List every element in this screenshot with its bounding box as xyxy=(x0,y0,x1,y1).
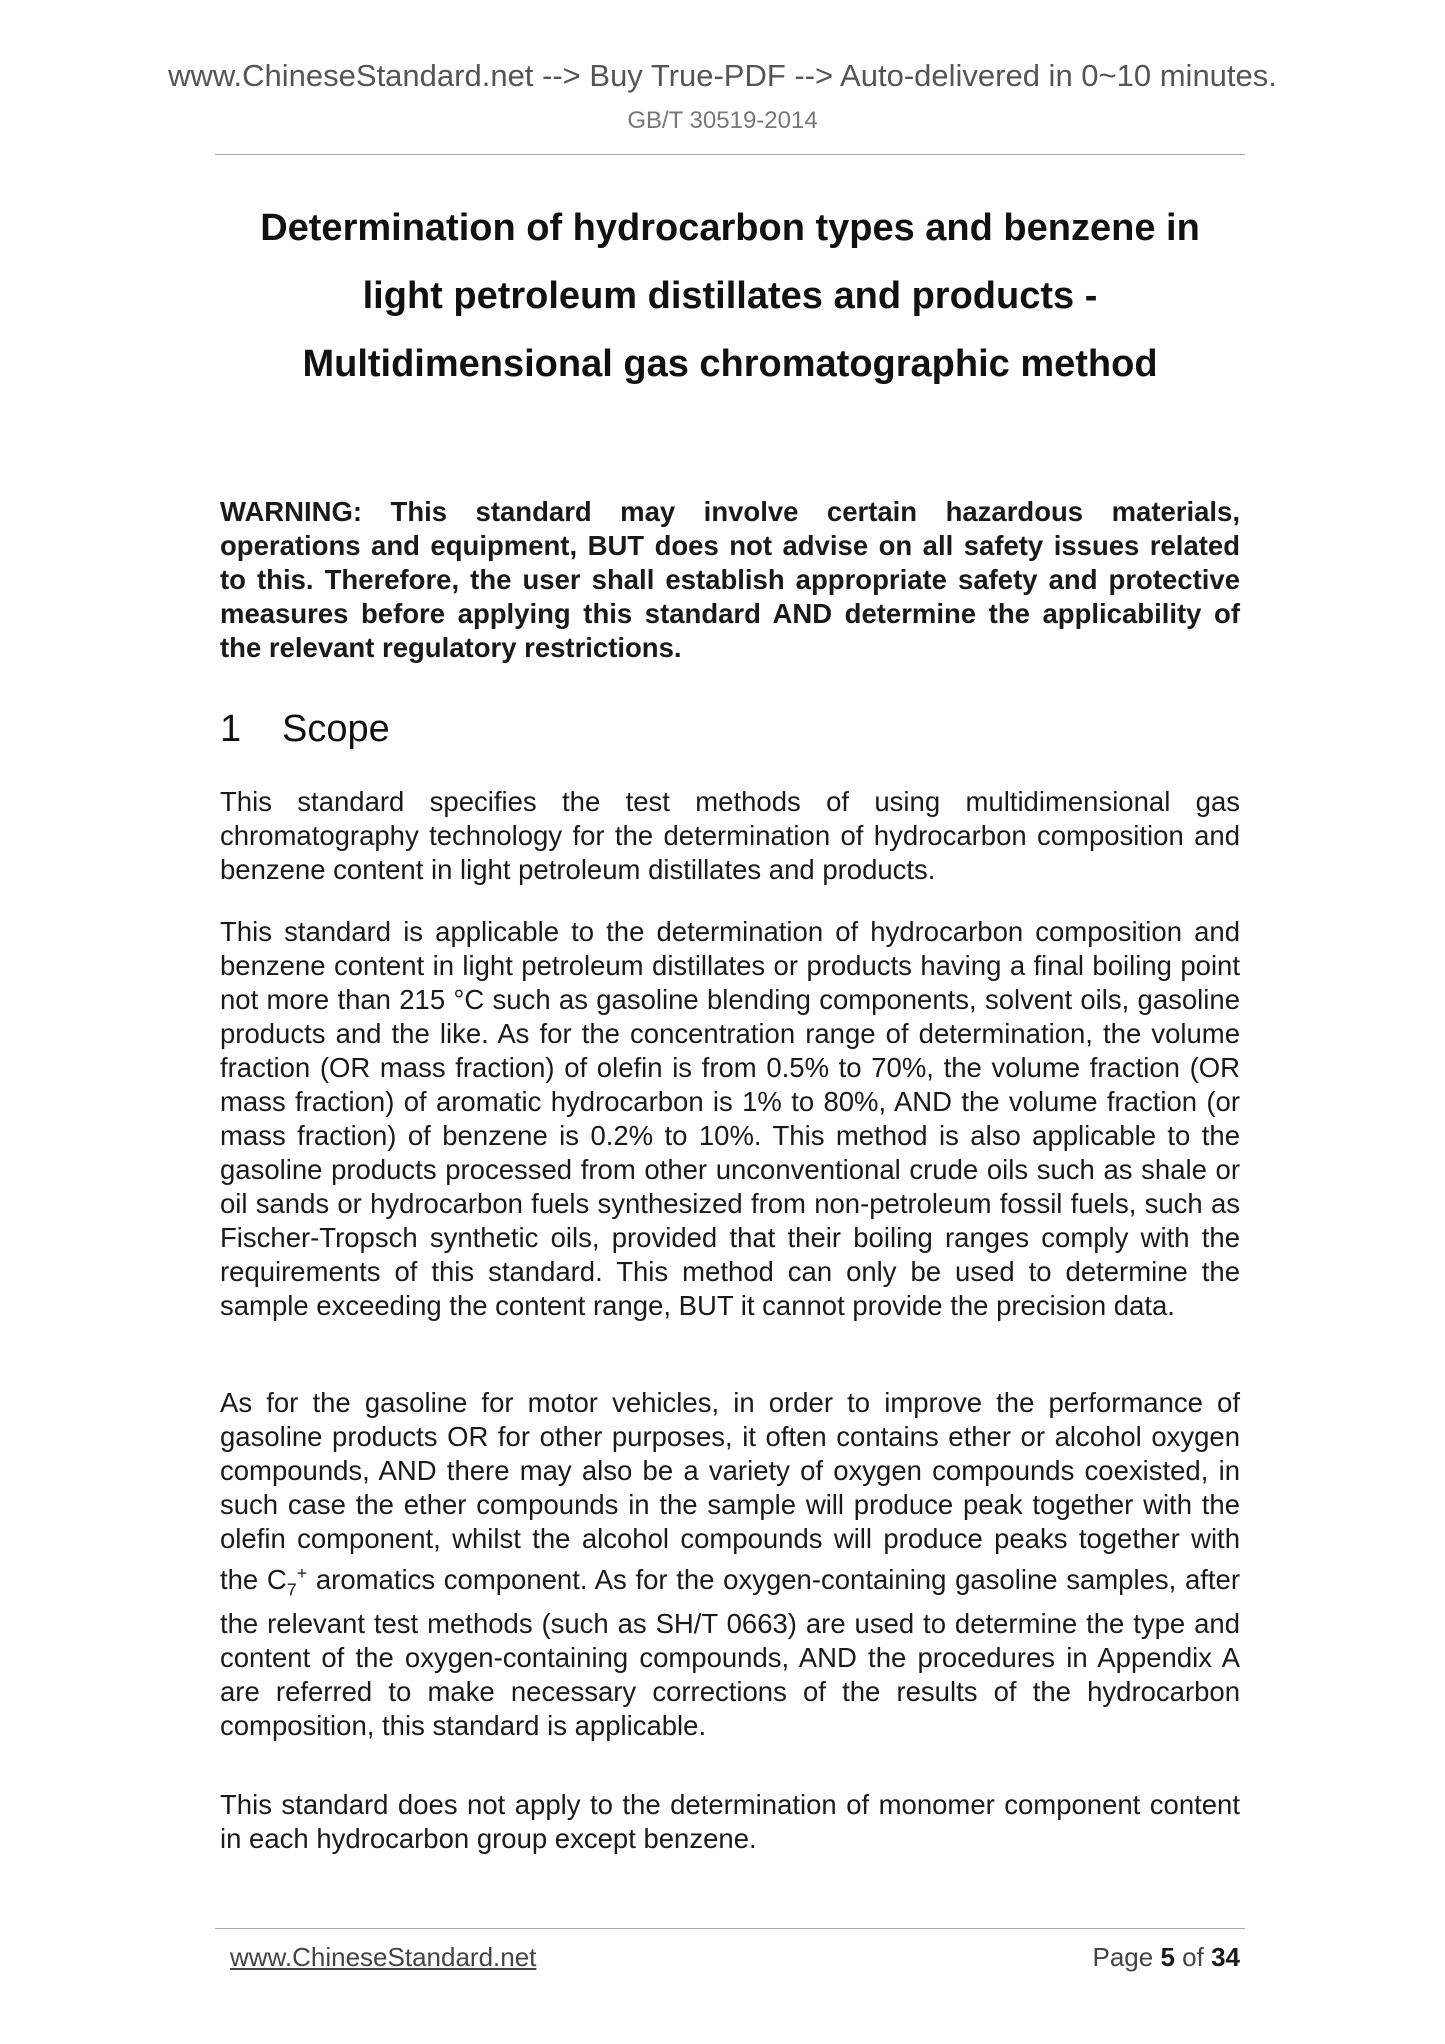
scope-paragraph-1: This standard specifies the test methods of using multidimensional gas chromatography technology for the determination of hydrocarbon composition and benzene content in light petroleum distillates and products. xyxy=(220,786,1240,885)
p3-subscript: 7 xyxy=(286,1579,297,1600)
page-of: of xyxy=(1182,1942,1204,1972)
header-divider xyxy=(215,154,1245,155)
header-standard-id: GB/T 30519-2014 xyxy=(627,107,818,134)
title-line-2: light petroleum distillates and products - xyxy=(362,275,1098,317)
page-prefix: Page xyxy=(1092,1942,1154,1972)
title-line-3: Multidimensional gas chromatographic method xyxy=(302,343,1158,385)
document-title xyxy=(215,194,1245,398)
title-line-1: Determination of hydrocarbon types and benzene in xyxy=(260,207,1200,249)
warning-paragraph: WARNING: This standard may involve certain hazardous materials, operations and equipment, BUT does not advise on all safety issues related to this. Therefore, the user shall establish appropriate safety and protective measures before applying this standard AND determine the applicability of the relevant regulatory restrictions. xyxy=(220,496,1240,663)
section-title: Scope xyxy=(282,708,390,750)
p3-superscript: + xyxy=(296,1563,308,1583)
section-heading xyxy=(220,707,390,751)
p3-text-after: aromatics component. As for the oxygen-containing gasoline samples, after the relevant test methods (such as SH/T 0663) are used to determine the type and content of the oxygen-containing compounds, AND the procedures in Appendix A are referred to make necessary corrections of the results of the hydrocarbon composition, this standard is applicable. xyxy=(220,1564,1240,1741)
footer-website-link[interactable]: www.ChineseStandard.net xyxy=(230,1942,537,1972)
footer-divider xyxy=(215,1928,1245,1929)
scope-paragraph-3 xyxy=(220,1386,1240,1743)
header-promo: www.ChineseStandard.net --> Buy True-PDF --> Auto-delivered in 0~10 minutes. xyxy=(168,58,1277,93)
p3-text-before: As for the gasoline for motor vehicles, in order to improve the performance of gasoline products OR for other purposes, it often contains ether or alcohol oxygen compounds, AND there may also be a variety of oxygen compounds coexisted, in such case the ether compounds in the sample will produce peak together with the olefin component, whilst the alcohol compounds will produce peaks together with the C xyxy=(220,1387,1240,1596)
page-current: 5 xyxy=(1160,1942,1175,1972)
page-number xyxy=(1092,1942,1240,1973)
scope-paragraph-4: This standard does not apply to the determination of monomer component content in each hydrocarbon group except benzene. xyxy=(220,1789,1240,1854)
page-total: 34 xyxy=(1211,1942,1240,1972)
section-number: 1 xyxy=(220,708,242,750)
scope-paragraph-2: This standard is applicable to the determination of hydrocarbon composition and benzene content in light petroleum distillates or products having a final boiling point not more than 215 °C such as gasoline blending components, solvent oils, gasoline products and the like. As for the concentration range of determination, the volume fraction (OR mass fraction) of olefin is from 0.5% to 70%, the volume fraction (OR mass fraction) of aromatic hydrocarbon is 1% to 80%, AND the volume fraction (or mass fraction) of benzene is 0.2% to 10%. This method is also applicable to the gasoline products processed from other unconventional crude oils such as shale or oil sands or hydrocarbon fuels synthesized from non-petroleum fossil fuels, such as Fischer-Tropsch synthetic oils, provided that their boiling ranges comply with the requirements of this standard. This method can only be used to determine the sample exceeding the content range, BUT it cannot provide the precision data. xyxy=(220,916,1240,1321)
